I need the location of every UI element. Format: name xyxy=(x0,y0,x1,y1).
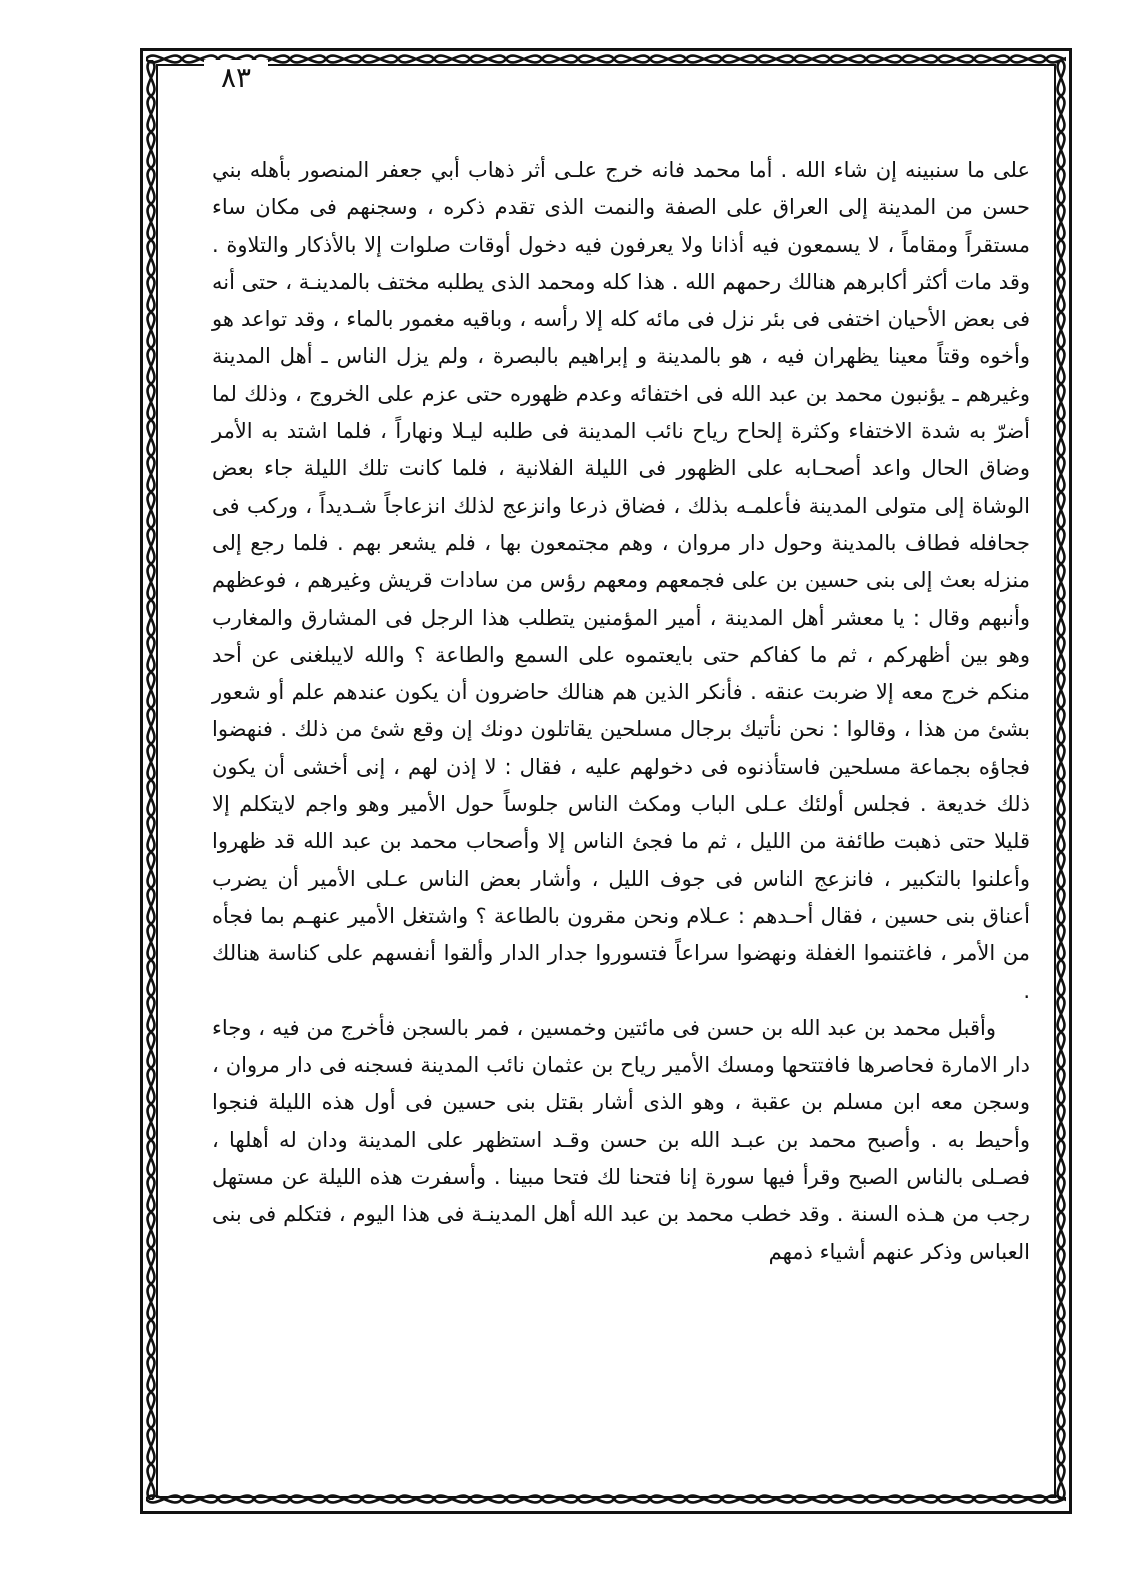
braid-border-bottom xyxy=(146,1490,1066,1508)
braid-border-top xyxy=(146,50,1066,68)
braid-border-left xyxy=(142,60,160,1500)
body-text xyxy=(212,152,1030,1271)
page-number: ٨٣ xyxy=(204,60,268,96)
paragraph: وأقبل محمد بن عبد الله بن حسن فى مائتين وخمسين ، فمر بالسجن فأخرج من فيه ، وجاء دار الامارة فحاصرها فافتتحها ومسك الأمير رياح بن عثمان نائب المدينة فسجنه فى دار مروان ، وسجن معه ابن مسلم بن عقبة ، وهو الذى أشار بقتل بنى حسين فى أول هذه الليلة فنجوا وأحيط به . وأصبح محمد بن عبـد الله بن حسن وقـد استظهر على المدينة ودان له أهلها ، فصـلى بالناس الصبح وقرأ فيها سورة إنا فتحنا لك فتحا مبينا . وأسفرت هذه الليلة عن مستهل رجب من هـذه السنة . وقد خطب محمد بن عبد الله أهل المدينـة فى هذا اليوم ، فتكلم فى بنى العباس وذكر عنهم أشياء ذمهم xyxy=(212,1015,1030,1264)
braid-border-right xyxy=(1052,60,1070,1500)
paragraph: على ما سنبينه إن شاء الله . أما محمد فانه خرج علـى أثر ذهاب أبي جعفر المنصور بأهله بني حسن من المدينة إلى العراق على الصفة والنمت الذى تقدم ذكره ، وسجنهم فى مكان ساء مستقراً ومقاماً ، لا يسمعون فيه أذانا ولا يعرفون فيه دخول أوقات صلوات إلا بالأذكار والتلاوة . وقد مات أكثر أكابرهم هنالك رحمهم الله . هذا كله ومحمد الذى يطلبه مختف بالمدينـة ، حتى أنه فى بعض الأحيان اختفى فى بئر نزل فى مائه كله إلا رأسه ، وباقيه مغمور بالماء ، وقد تواعد هو وأخوه وقتاً معينا يظهران فيه ، هو بالمدينة و إبراهيم بالبصرة ، ولم يزل الناس ـ أهل المدينة وغيرهم ـ يؤنبون محمد بن عبد الله فى اختفائه وعدم ظهوره حتى عزم على الخروج ، وذلك لما أضرّ به شدة الاختفاء وكثرة إلحاح رياح نائب المدينة فى طلبه ليـلا ونهاراً ، فلما اشتد به الأمر وضاق الحال واعد أصحـابه على الظهور فى الليلة الفلانية ، فلما كانت تلك الليلة جاء بعض الوشاة إلى متولى المدينة فأعلمـه بذلك ، فضاق ذرعا وانزعج لذلك انزعاجاً شـديداً ، وركب فى جحافله فطاف بالمدينة وحول دار مروان ، وهم مجتمعون بها ، فلم يشعر بهم . فلما رجع إلى منزله بعث إلى بنى حسين بن على فجمعهم ومعهم رؤس من سادات قريش وغيرهم ، فوعظهم وأنبهم وقال : يا معشر أهل المدينة ، أمير المؤمنين يتطلب هذا الرجل فى المشارق والمغارب وهو بين أظهركم ، ثم ما كفاكم حتى بايعتموه على السمع والطاعة ؟ والله لايبلغنى عن أحد منكم خرج معه إلا ضربت عنقه . فأنكر الذين هم هنالك حاضرون أن يكون عندهم علم أو شعور بشئ من هذا ، وقالوا : نحن نأتيك برجال مسلحين يقاتلون دونك إن وقع شئ من ذلك . فنهضوا فجاؤه بجماعة مسلحين فاستأذنوه فى دخولهم عليه ، فقال : لا إذن لهم ، إنى أخشى أن يكون ذلك خديعة . فجلس أولئك عـلى الباب ومكث الناس جلوساً حول الأمير وهو واجم لايتكلم إلا قليلا حتى ذهبت طائفة من الليل ، ثم ما فجئ الناس إلا وأصحاب محمد بن عبد الله قد ظهروا وأعلنوا بالتكبير ، فانزعج الناس فى جوف الليل ، وأشار بعض الناس عـلى الأمير أن يضرب أعناق بنى حسين ، فقال أحـدهم : عـلام ونحن مقرون بالطاعة ؟ واشتغل الأمير عنهـم بما فجأه من الأمر ، فاغتنموا الغفلة ونهضوا سراعاً فتسوروا جدار الدار وألقوا أنفسهم على كناسة هنالك . xyxy=(212,158,1030,1003)
